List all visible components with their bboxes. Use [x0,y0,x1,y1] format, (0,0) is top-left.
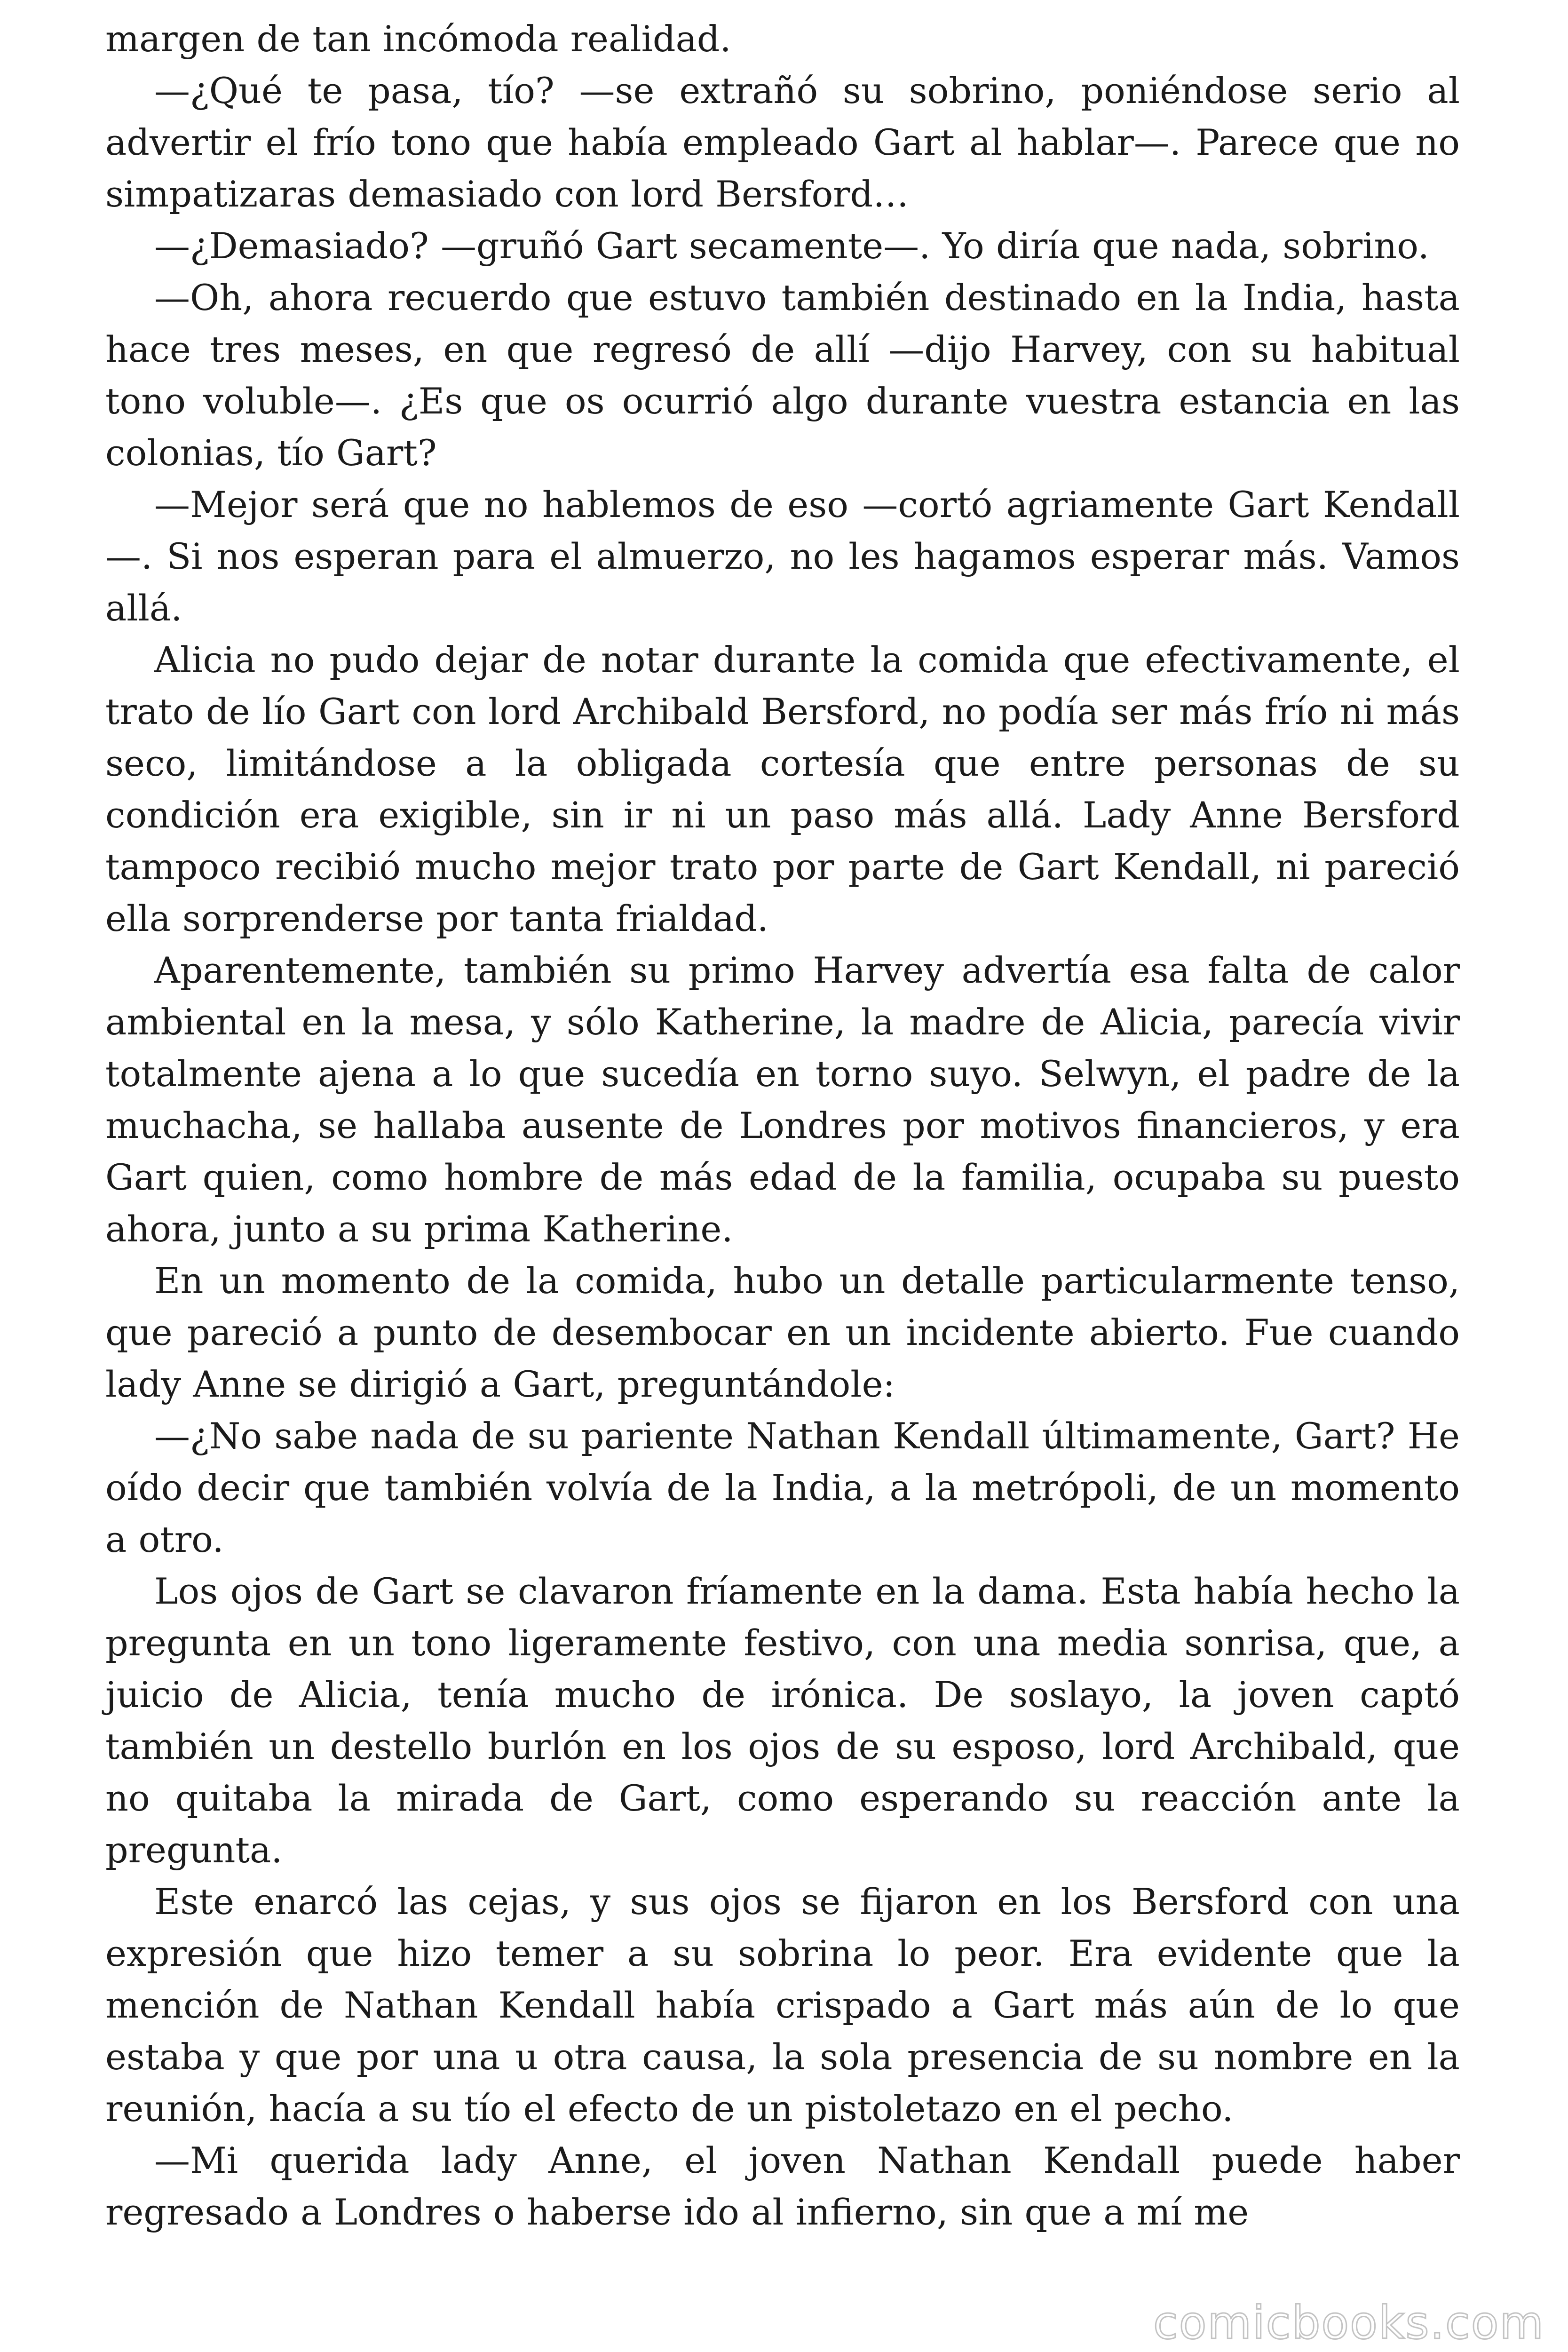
paragraph: En un momento de la comida, hubo un detalle particularmente tenso, que pareció a punto de desembocar en un incidente abierto. Fue cuando lady Anne se dirigió a Gart, preguntándole: [105,1260,1460,1405]
paragraph: —¿Qué te pasa, tío? —se extrañó su sobrino, poniéndose serio al advertir el frío tono que había empleado Gart al hablar—. Parece que no simpatizaras demasiado con lord Bersford… [105,70,1460,215]
paragraph: Alicia no pudo dejar de notar durante la comida que efectivamente, el trato de lío Gart con lord Archibald Bersford, no podía ser más frío ni más seco, limitándose a la obligada cortesía que entre personas de su condición era exigible, sin ir ni un paso más allá. Lady Anne Bersford tampoco recibió mucho mejor trato por parte de Gart Kendall, ni pareció ella sorprenderse por tanta frialdad. [105,639,1460,939]
paragraph: Este enarcó las cejas, y sus ojos se fijaron en los Bersford con una expresión que hizo temer a su sobrina lo peor. Era evidente que la mención de Nathan Kendall había crispado a Gart más aún de lo que estaba y que por una u otra causa, la sola presencia de su nombre en la reunión, hacía a su tío el efecto de un pistoletazo en el pecho. [105,1881,1460,2130]
paragraph: —Mejor será que no hablemos de eso —cortó agriamente Gart Kendall—. Si nos esperan para el almuerzo, no les hagamos esperar más. Vamos allá. [105,484,1460,629]
paragraph: margen de tan incómoda realidad. [105,18,731,60]
paragraph: —¿No sabe nada de su pariente Nathan Kendall últimamente, Gart? He oído decir que también volvía de la India, a la metrópoli, de un momento a otro. [105,1415,1460,1560]
paragraph: —¿Demasiado? —gruñó Gart secamente—. Yo diría que nada, sobrino. [154,225,1429,267]
watermark-logo: comicbooks.com [1153,2296,1544,2349]
book-page [105,13,1460,2238]
paragraph: —Oh, ahora recuerdo que estuvo también destinado en la India, hasta hace tres meses, en que regresó de allí —dijo Harvey, con su habitual tono voluble—. ¿Es que os ocurrió algo durante vuestra estancia en las colonias, tío Gart? [105,277,1460,474]
paragraph: Los ojos de Gart se clavaron fríamente en la dama. Esta había hecho la pregunta en un tono ligeramente festivo, con una media sonrisa, que, a juicio de Alicia, tenía mucho de irónica. De soslayo, la joven captó también un destello burlón en los ojos de su esposo, lord Archibald, que no quitaba la mirada de Gart, como esperando su reacción ante la pregunta. [105,1570,1460,1871]
paragraph: Aparentemente, también su primo Harvey advertía esa falta de calor ambiental en la mesa, y sólo Katherine, la madre de Alicia, parecía vivir totalmente ajena a lo que sucedía en torno suyo. Selwyn, el padre de la muchacha, se hallaba ausente de Londres por motivos financieros, y era Gart quien, como hombre de más edad de la familia, ocupaba su puesto ahora, junto a su prima Katherine. [105,949,1460,1250]
paragraph: —Mi querida lady Anne, el joven Nathan Kendall puede haber regresado a Londres o haberse ido al infierno, sin que a mí me [105,2139,1460,2233]
